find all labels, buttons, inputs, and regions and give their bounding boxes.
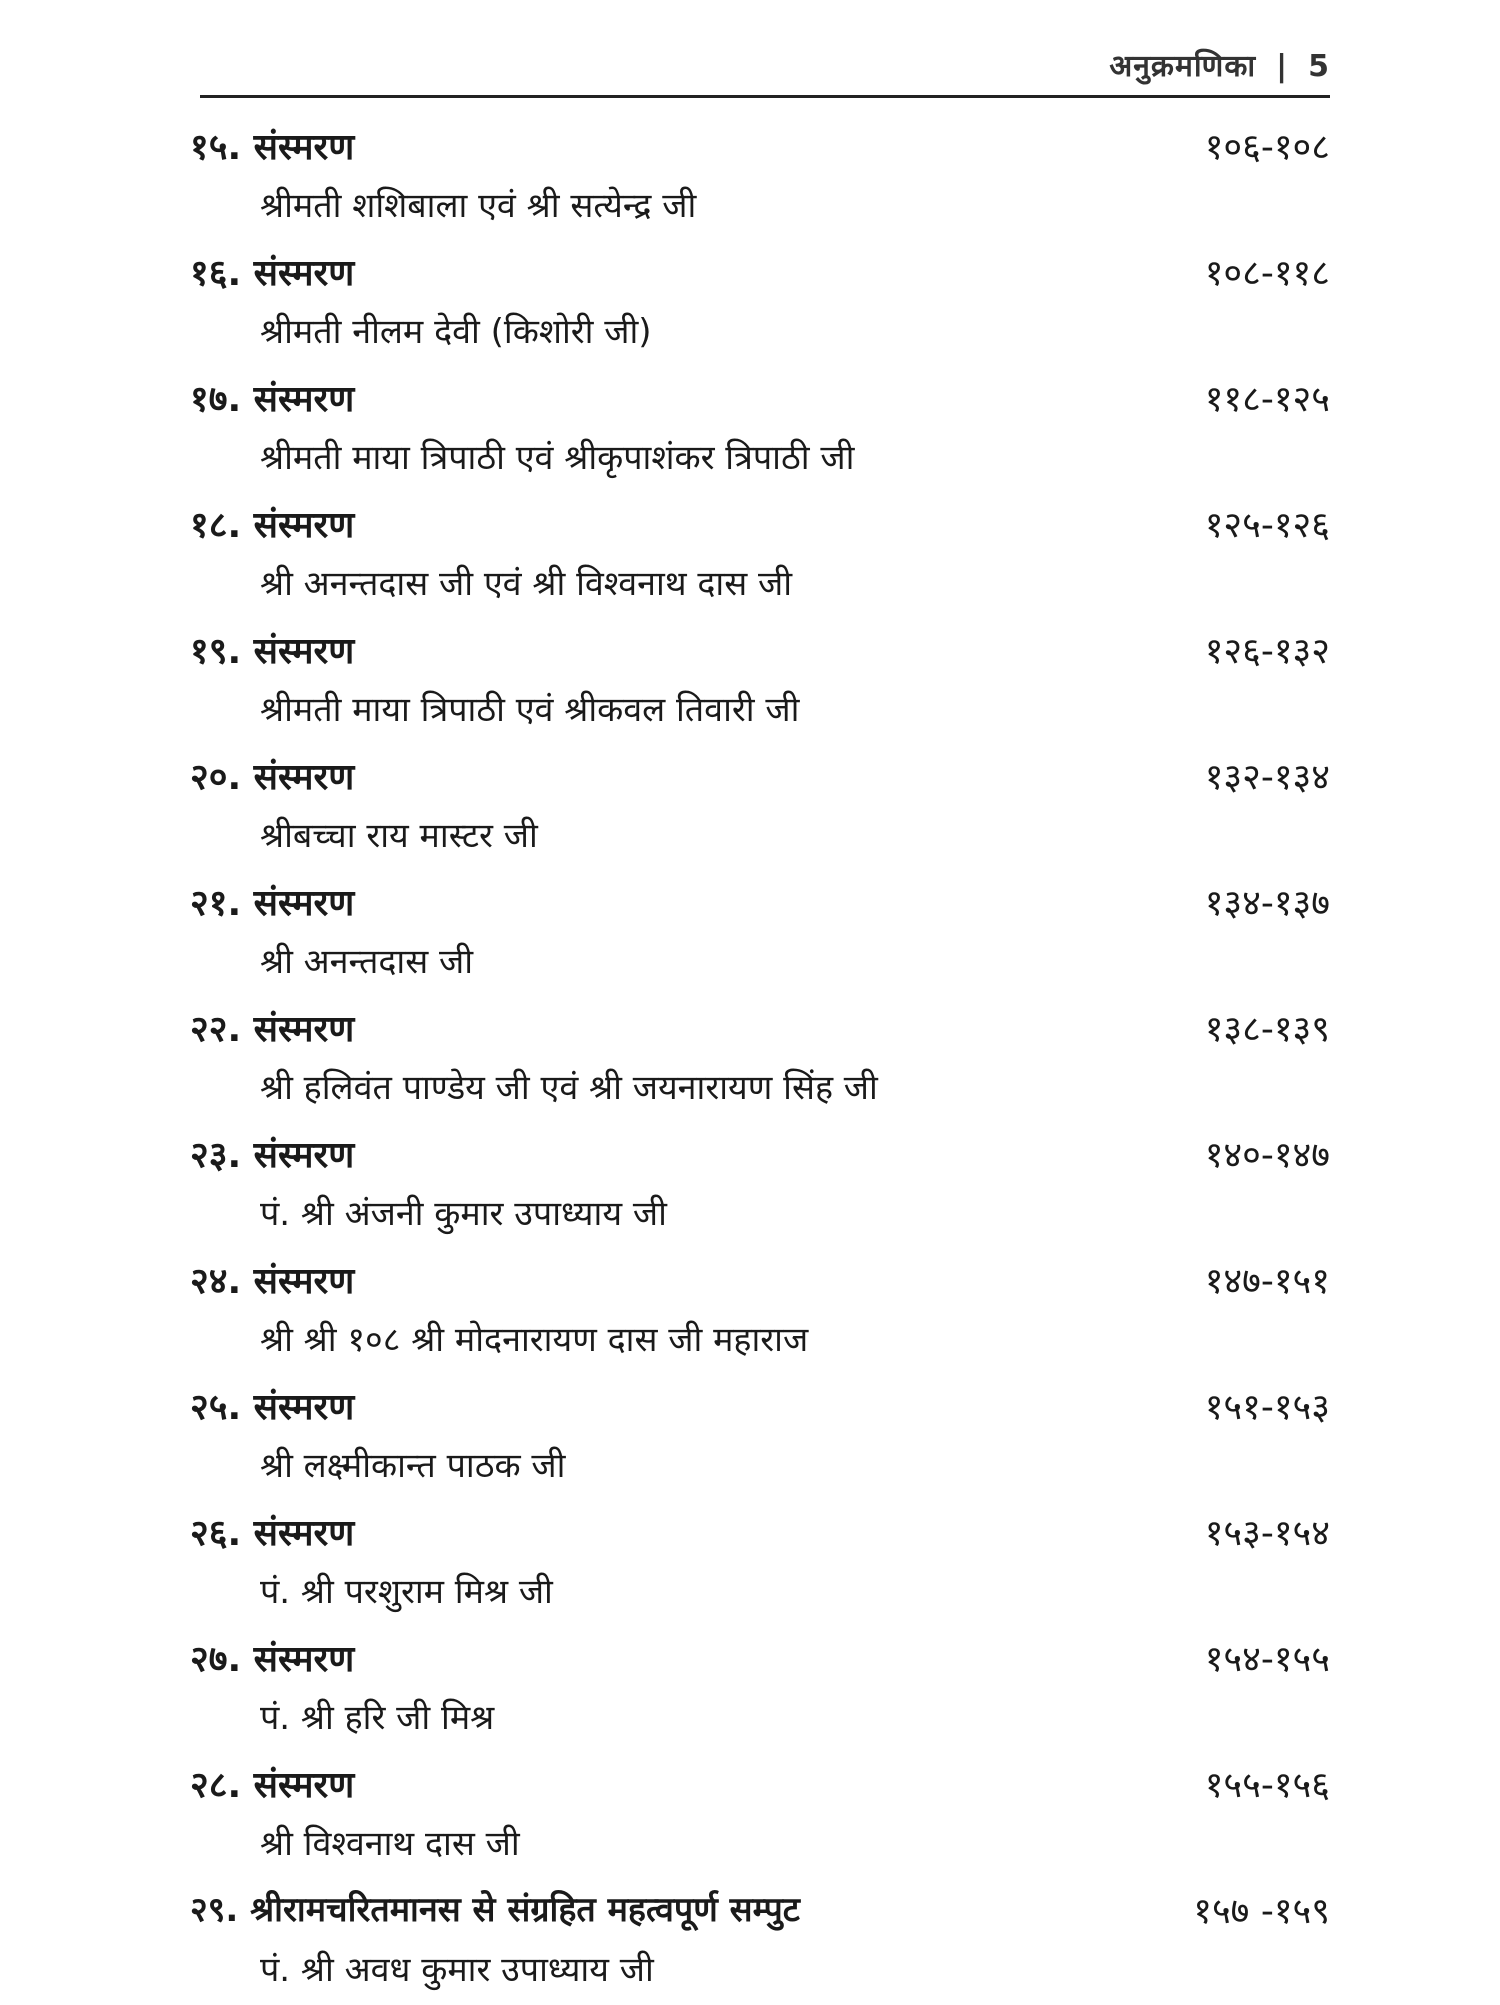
entry-subtitle: श्री विश्वनाथ दास जी (260, 1824, 520, 1864)
entry-subtitle: श्री अनन्तदास जी एवं श्री विश्वनाथ दास जी (260, 564, 793, 604)
entry-page-range: १२५-१२६ (1204, 505, 1330, 546)
toc-entry-15 (190, 115, 1330, 241)
entry-title: २१. संस्मरण (190, 883, 355, 924)
entry-title: १५. संस्मरण (190, 127, 355, 168)
toc-entry-17 (190, 367, 1330, 493)
toc-entry-29 (190, 1879, 1330, 2005)
entry-subtitle: श्रीबच्चा राय मास्टर जी (260, 816, 538, 856)
entry-page-range: ११८-१२५ (1204, 379, 1330, 420)
entry-subtitle: श्रीमती शशिबाला एवं श्री सत्येन्द्र जी (260, 186, 697, 226)
entry-page-range: १५३-१५४ (1204, 1513, 1330, 1554)
entry-subtitle: श्रीमती माया त्रिपाठी एवं श्रीकृपाशंकर त्रिपाठी जी (260, 438, 855, 478)
entry-page-range: १४०-१४७ (1204, 1135, 1330, 1176)
entry-page-range: १२६-१३२ (1204, 631, 1330, 672)
entry-subtitle: पं. श्री अंजनी कुमार उपाध्याय जी (260, 1194, 667, 1234)
entry-page-range: १३८-१३९ (1204, 1009, 1330, 1050)
entry-page-range: १५१-१५३ (1204, 1387, 1330, 1428)
entry-subtitle: श्रीमती नीलम देवी (किशोरी जी) (260, 312, 652, 352)
entry-subtitle: पं. श्री परशुराम मिश्र जी (260, 1572, 553, 1612)
toc-entry-27 (190, 1627, 1330, 1753)
table-of-contents (190, 115, 1330, 2005)
entry-title: १६. संस्मरण (190, 253, 355, 294)
entry-title: २५. संस्मरण (190, 1387, 355, 1428)
toc-entry-23 (190, 1123, 1330, 1249)
toc-entry-21 (190, 871, 1330, 997)
running-header (1109, 44, 1330, 85)
page-number: 5 (1308, 49, 1330, 84)
entry-page-range: १०६-१०८ (1204, 127, 1330, 168)
toc-entry-25 (190, 1375, 1330, 1501)
entry-page-range: १०८-११८ (1204, 253, 1330, 294)
entry-subtitle: श्री लक्ष्मीकान्त पाठक जी (260, 1446, 566, 1486)
toc-entry-19 (190, 619, 1330, 745)
entry-page-range: १५४-१५५ (1204, 1639, 1330, 1680)
toc-entry-18 (190, 493, 1330, 619)
entry-title: १७. संस्मरण (190, 379, 355, 420)
entry-subtitle: श्री श्री १०८ श्री मोदनारायण दास जी महाराज (260, 1320, 809, 1360)
toc-entry-16 (190, 241, 1330, 367)
entry-title: २९. श्रीरामचरितमानस से संग्रहित महत्वपूर्ण सम्पुट (190, 1890, 800, 1930)
entry-title: २४. संस्मरण (190, 1261, 355, 1302)
entry-title: २७. संस्मरण (190, 1639, 355, 1680)
toc-entry-26 (190, 1501, 1330, 1627)
entry-subtitle: श्रीमती माया त्रिपाठी एवं श्रीकवल तिवारी जी (260, 690, 800, 730)
page-header (200, 38, 1330, 98)
entry-title: १९. संस्मरण (190, 631, 355, 672)
entry-title: २६. संस्मरण (190, 1513, 355, 1554)
entry-page-range: १५५-१५६ (1204, 1765, 1330, 1806)
entry-title: १८. संस्मरण (190, 505, 355, 546)
entry-subtitle: पं. श्री हरि जी मिश्र (260, 1698, 495, 1738)
entry-page-range: १३२-१३४ (1204, 757, 1330, 798)
running-header-title: अनुक्रमणिका (1109, 49, 1257, 84)
toc-entry-20 (190, 745, 1330, 871)
entry-subtitle: श्री हलिवंत पाण्डेय जी एवं श्री जयनारायण सिंह जी (260, 1068, 878, 1108)
entry-page-range: १३४-१३७ (1204, 883, 1330, 924)
toc-entry-22 (190, 997, 1330, 1123)
entry-subtitle: पं. श्री अवध कुमार उपाध्याय जी (260, 1950, 654, 1990)
entry-title: २२. संस्मरण (190, 1009, 355, 1050)
header-separator: | (1276, 49, 1289, 84)
toc-entry-28 (190, 1753, 1330, 1879)
toc-entry-24 (190, 1249, 1330, 1375)
entry-title: २८. संस्मरण (190, 1765, 355, 1806)
entry-subtitle: श्री अनन्तदास जी (260, 942, 474, 982)
entry-title: २०. संस्मरण (190, 757, 355, 798)
entry-page-range: १५७ -१५९ (1193, 1891, 1330, 1932)
entry-page-range: १४७-१५१ (1204, 1261, 1330, 1302)
entry-title: २३. संस्मरण (190, 1135, 355, 1176)
